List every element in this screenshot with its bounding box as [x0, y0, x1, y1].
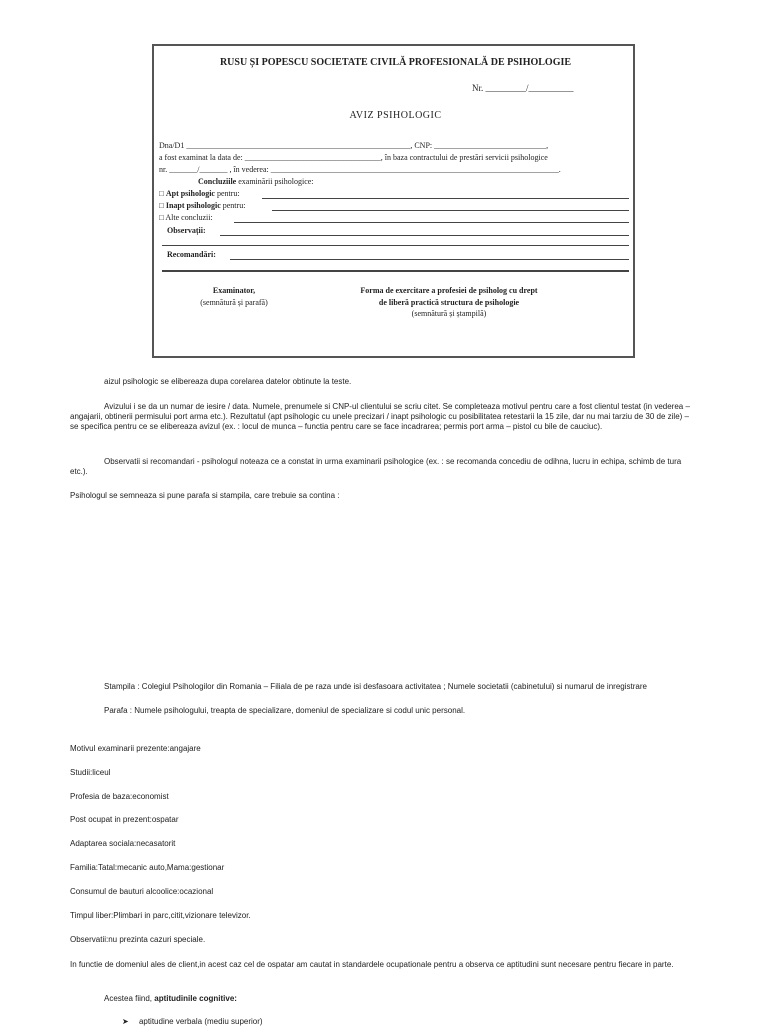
detail-post: Post ocupat in prezent:ospatar: [70, 815, 179, 824]
detail-adaptarea: Adaptarea sociala:necasatorit: [70, 839, 176, 848]
form-title: AVIZ PSIHOLOGIC: [349, 110, 442, 121]
checkbox-icon: □: [159, 201, 164, 210]
detail-timpul-liber: Timpul liber:Plimbari in parc,citit,vizionare televizor.: [70, 911, 251, 920]
form-alte-label: Alte concluzii:: [165, 213, 213, 222]
paragraph-observatii: Observatii si recomandari - psihologul noteaza ce a constat in urma examinarii psihologice (ex. : se recomanda concediu de odihna, lucru in echipa, schimb de tura etc.).: [70, 457, 682, 476]
detail-profesia: Profesia de baza:economist: [70, 792, 169, 801]
checkbox-icon: □: [159, 213, 164, 222]
form-company-name: RUSU ȘI POPESCU SOCIETATE CIVILĂ PROFESIONALĂ DE PSIHOLOGIE: [219, 57, 572, 68]
paragraph-stampila: Stampila : Colegiul Psihologilor din Romania – Filiala de pe raza unde isi desfasoara activitatea ; Numele societatii (cabinetului) si numarul de inregistrare: [104, 682, 647, 691]
form-inapt-rest: pentru:: [222, 201, 246, 210]
form-separator: [162, 270, 629, 272]
form-observatii-line1: [220, 235, 629, 236]
form-number-field: Nr. _________/__________: [472, 83, 574, 93]
form-apt-line: [262, 198, 629, 199]
form-apt-rest: pentru:: [216, 189, 240, 198]
form-concluzii-bold: Concluziile: [198, 177, 237, 186]
form-apt-row: [159, 189, 240, 198]
form-examinator-sub: (semnătură și parafă): [200, 298, 268, 307]
aptitudini-plain: Acestea fiind,: [104, 994, 153, 1003]
form-forma-line1: Forma de exercitare a profesiei de psiholog cu drept: [360, 286, 538, 295]
form-inapt-line: [272, 210, 629, 211]
form-line-name-cnp: Dna/D1 ________________________________________________________, CNP: ____________________________,: [159, 141, 549, 150]
form-apt-bold: Apt psihologic: [165, 189, 215, 198]
form-alte-row: [159, 213, 213, 222]
form-forma-line2: de liberă practică structura de psihologie: [378, 298, 520, 307]
form-forma-sub: (semnătură și ștampilă): [411, 309, 487, 318]
form-concluzii-rest: examinării psihologice:: [238, 177, 314, 186]
bullet-item-label: aptitudine verbala (mediu superior): [138, 1017, 263, 1026]
form-recomandari-label: Recomandări:: [167, 250, 216, 259]
paragraph-aptitudini: [104, 994, 237, 1004]
paragraph-semneaza: Psihologul se semneaza si pune parafa si stampila, care trebuie sa contina :: [70, 491, 340, 500]
detail-motivul: Motivul examinarii prezente:angajare: [70, 744, 201, 753]
detail-consumul: Consumul de bauturi alcoolice:ocazional: [70, 887, 214, 896]
detail-familia: Familia:Tatal:mecanic auto,Mama:gestionar: [70, 863, 225, 872]
detail-studii: Studii:liceul: [70, 768, 111, 777]
form-observatii-label: Observații:: [167, 226, 206, 235]
paragraph-aviz: aizul psihologic se elibereaza dupa corelarea datelor obtinute la teste.: [104, 377, 352, 386]
paragraph-avizului: Avizului i se da un numar de iesire / data. Numele, prenumele si CNP-ul clientului se scriu citet. Se completeaza motivul pentru care a fost clientul testat (in vederea – angajarii, obtinerii permisului port arma etc.). Rezultatul (apt psihologic cu unele precizari / inapt psihologic cu posibilitatea retestarii la 15 zile, dar nu mai tarziu de 30 de zile) – se specifica pentru ce se elibereaza avizul (ex. : locul de munca – functia pentru care se face incadrarea; permis port arma – pistol cu bile de cauciuc).: [70, 402, 690, 431]
checkbox-icon: □: [159, 189, 164, 198]
bullet-item: [122, 1017, 263, 1027]
form-examinator: Examinator,: [212, 286, 256, 295]
form-recomandari-line: [230, 259, 629, 260]
form-line-contract: nr. _______/_______ , în vederea: ________________________________________________________________________.: [159, 165, 561, 174]
aptitudini-bold: aptitudinile cognitive:: [154, 994, 237, 1003]
paragraph-parafa: Parafa : Numele psihologului, treapta de specializare, domeniul de specializare si codul unic personal.: [104, 706, 466, 715]
form-inapt-row: [159, 201, 245, 210]
form-concluzii: [198, 177, 314, 186]
paragraph-domeniu: In functie de domeniul ales de client,in acest caz cel de ospatar am cautat in standardele ocupationale pentru a observa ce aptitudini sunt necesare pentru fiecare in parte.: [70, 960, 674, 969]
arrow-bullet-icon: ➤: [122, 1017, 129, 1026]
aviz-psihologic-form: [152, 44, 635, 358]
form-observatii-line2: [162, 245, 629, 246]
form-alte-line: [234, 222, 629, 223]
form-line-date: a fost examinat la data de: __________________________________, în baza contractului de prestări servicii psihologice: [159, 153, 548, 162]
form-inapt-bold: Inapt psihologic: [165, 201, 221, 210]
detail-observatii: Observatii:nu prezinta cazuri speciale.: [70, 935, 206, 944]
